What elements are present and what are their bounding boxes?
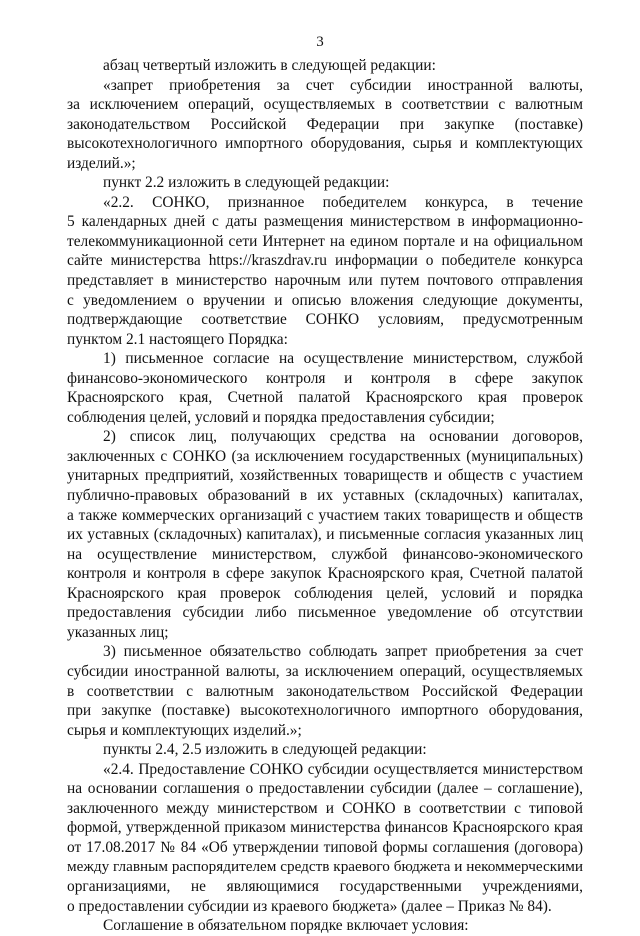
text-line: заключенных с СОНКО (за исключением государственных (муниципальных) <box>67 447 583 465</box>
text-line: между главным распорядителем средств краевого бюджета и некоммерческими <box>67 858 583 876</box>
text-line: при закупке (поставке) высокотехнологичного импортного оборудования, <box>67 702 583 720</box>
text-line: 5 календарных дней с даты размещения министерством в информационно- <box>67 213 583 231</box>
text-line: Красноярского края проверок соблюдения целей, условий и порядка <box>67 584 583 602</box>
text-line: «2.4. Предоставление СОНКО субсидии осуществляется министерством <box>103 760 583 778</box>
text-line: 2) список лиц, получающих средства на основании договоров, <box>103 428 583 446</box>
text-line: их уставных (складочных) капиталах), и письменные согласия указанных лиц <box>67 526 583 544</box>
text-line: предоставления субсидии либо письменное уведомление об отсутствии <box>67 604 583 622</box>
document-body <box>67 56 583 936</box>
text-line: телекоммуникационной сети Интернет на едином портале и на официальном <box>67 232 583 250</box>
text-line: подтверждающие соответствие СОНКО условиям, предусмотренным <box>67 311 583 329</box>
text-line: в соответствии с валютным законодательством Российской Федерации <box>67 682 583 700</box>
text-line: с уведомлением о вручении и описью вложения следующие документы, <box>67 291 583 309</box>
text-line: пункт 2.2 изложить в следующей редакции: <box>103 174 390 192</box>
text-line: за исключением операций, осуществляемых в соответствии с валютным <box>67 96 583 114</box>
text-line: пунктом 2.1 настоящего Порядка: <box>67 330 288 348</box>
text-line: на основании соглашения о предоставлении субсидии (далее – соглашение), <box>67 780 583 798</box>
text-line: указанных лиц; <box>67 623 169 641</box>
text-line: 3) письменное обязательство соблюдать запрет приобретения за счет <box>103 643 583 661</box>
text-line: абзац четвертый изложить в следующей редакции: <box>103 57 436 74</box>
text-line: сайте министерства https://kraszdrav.ru информации о победителе конкурса <box>67 252 583 270</box>
text-line: «2.2. СОНКО, признанное победителем конкурса, в течение <box>103 193 583 211</box>
text-line: сырья и комплектующих изделий.»; <box>67 721 302 739</box>
text-line: представляет в министерство нарочным или путем почтового отправления <box>67 272 583 290</box>
text-line: Красноярского края, Счетной палатой Красноярского края проверок <box>67 389 583 407</box>
text-line: высокотехнологичного импортного оборудования, сырья и комплектующих <box>67 135 583 153</box>
text-line: финансово-экономического контроля и контроля в сфере закупок <box>67 369 583 387</box>
text-line: Соглашение в обязательном порядке включает условия: <box>103 917 469 935</box>
text-line: публично-правовых образований в их уставных (складочных) капиталах, <box>67 487 583 505</box>
text-line: субсидии иностранной валюты, за исключением операций, осуществляемых <box>67 662 583 680</box>
text-line: а также коммерческих организаций с участием таких товариществ и обществ <box>67 506 583 524</box>
text-line: о предоставлении субсидии из краевого бюджета» (далее – Приказ № 84). <box>67 897 552 915</box>
text-line: «запрет приобретения за счет субсидии иностранной валюты, <box>103 76 583 94</box>
text-line: формой, утвержденной приказом министерства финансов Красноярского края <box>67 819 583 837</box>
text-line: пункты 2.4, 2.5 изложить в следующей редакции: <box>103 741 427 759</box>
text-line: изделий.»; <box>67 154 136 172</box>
page-number: 3 <box>316 34 324 50</box>
text-line: организациями, не являющимися государственными учреждениями, <box>67 877 583 895</box>
text-line: унитарных предприятий, хозяйственных товариществ и обществ с участием <box>67 467 583 485</box>
text-line: 1) письменное согласие на осуществление министерством, службой <box>103 350 583 368</box>
text-line: законодательством Российской Федерации при закупке (поставке) <box>67 115 583 133</box>
text-line: соблюдения целей, условий и порядка предоставления субсидии; <box>67 408 495 426</box>
text-line: контроля и контроля в сфере закупок Красноярского края, Счетной палатой <box>67 565 583 583</box>
text-line: заключенного между министерством и СОНКО в соответствии с типовой <box>67 799 583 817</box>
text-line: от 17.08.2017 № 84 «Об утверждении типовой формы соглашения (договора) <box>67 838 583 856</box>
text-line: на осуществление министерством, службой финансово-экономического <box>67 545 583 563</box>
